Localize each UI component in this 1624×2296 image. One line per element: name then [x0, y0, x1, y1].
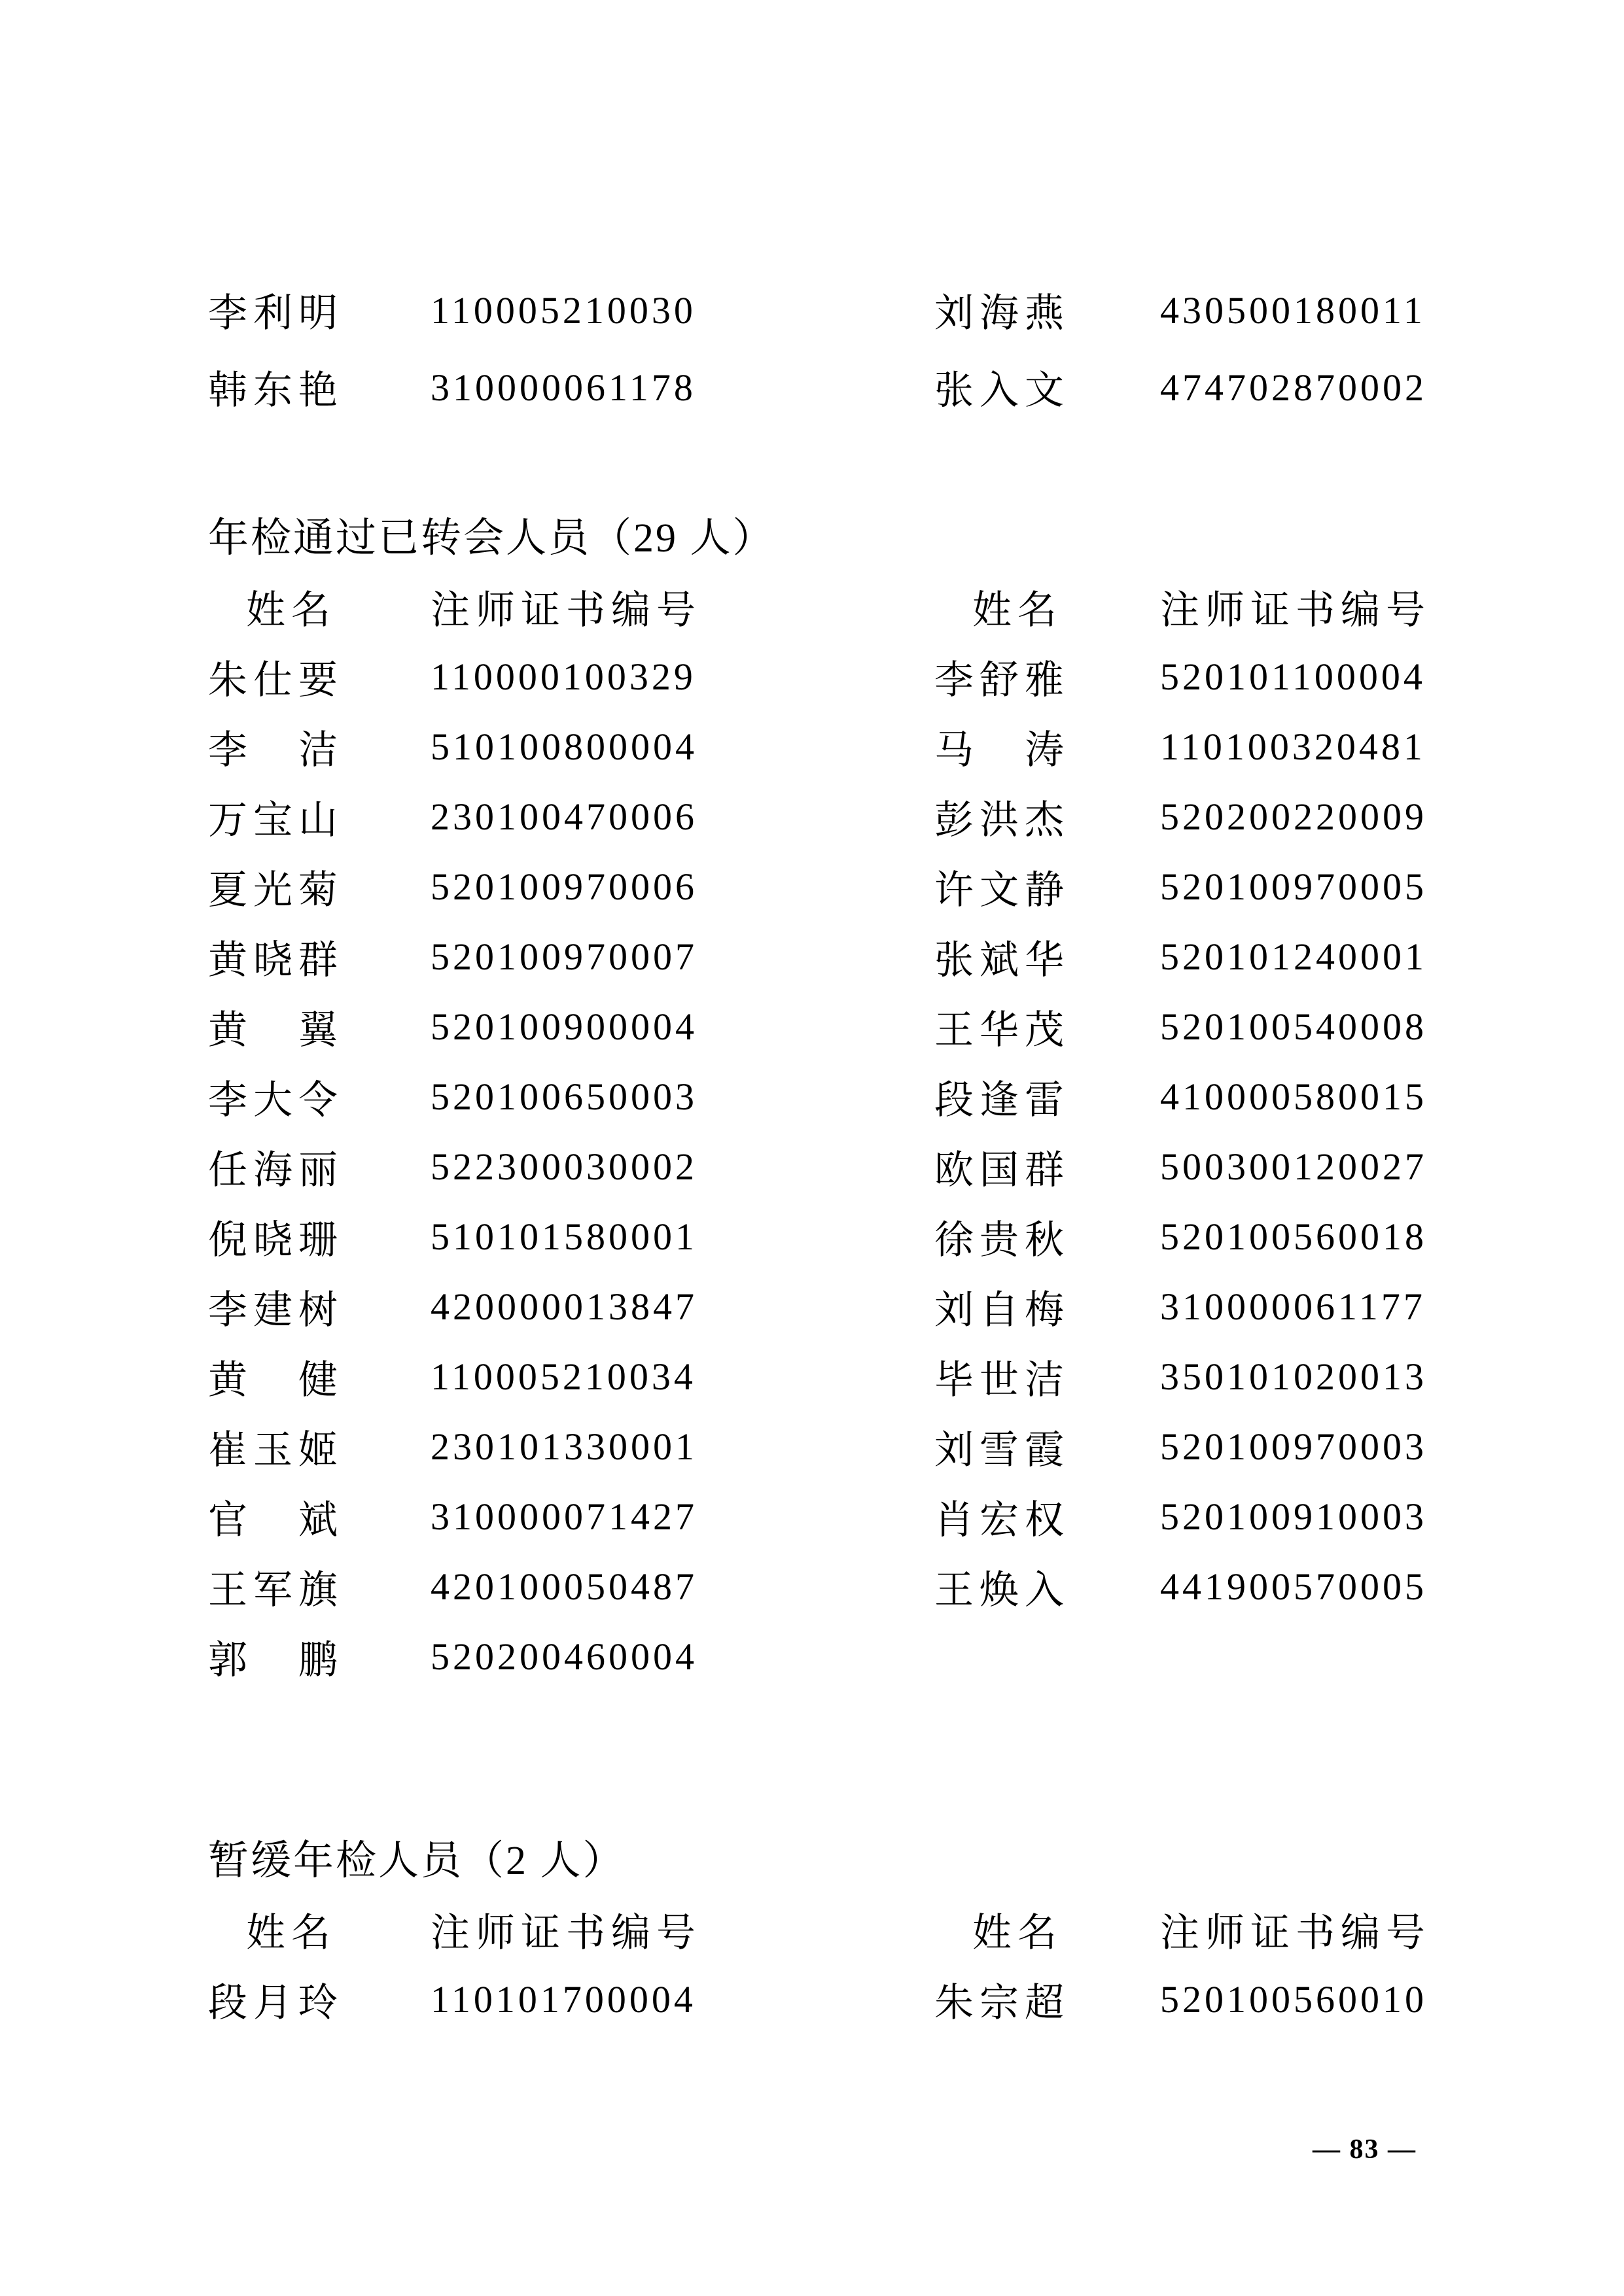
- person-name: 毕世洁: [934, 1358, 1070, 1402]
- person-name: 韩东艳: [208, 369, 344, 412]
- cert-number-cell: 522300030002: [431, 1145, 697, 1188]
- cert-number-cell: 430500180011: [1160, 288, 1426, 332]
- name-cell: [934, 1279, 1160, 1335]
- column-header: 注师证书编号: [1160, 1911, 1431, 1955]
- table-row: [208, 1272, 1472, 1342]
- sections-container: [208, 515, 1472, 2034]
- name-cell: [208, 719, 431, 775]
- person-name: 王华茂: [934, 1008, 1070, 1052]
- person-name: 段月玲: [208, 1981, 344, 2025]
- name-cell: [208, 1972, 431, 2028]
- cert-number-cell: 110005210034: [431, 1355, 696, 1398]
- table-row: [208, 712, 1472, 782]
- cert-number-cell: 230100470006: [431, 795, 697, 838]
- table-row: [208, 1622, 1472, 1692]
- cert-number-cell: 500300120027: [1160, 1145, 1427, 1188]
- person-name: 刘海燕: [934, 292, 1070, 335]
- name-cell: [208, 282, 431, 338]
- column-header: 注师证书编号: [1160, 588, 1431, 632]
- name-cell: [934, 1559, 1160, 1615]
- cert-number-cell: 520100650003: [431, 1075, 697, 1118]
- name-cell: [934, 359, 1160, 415]
- person-name: 万宝山: [208, 798, 344, 842]
- person-name: 李舒雅: [934, 658, 1070, 702]
- cert-number-cell: 520100970006: [431, 865, 697, 908]
- table-row: [208, 642, 1472, 712]
- column-header-label: 姓名: [246, 1911, 336, 1955]
- name-cell: [934, 282, 1160, 338]
- person-name: 张斌华: [934, 938, 1070, 982]
- column-header-label: 姓名: [972, 588, 1063, 632]
- name-cell: [208, 1069, 431, 1125]
- section: [208, 1838, 1472, 2034]
- person-name: 王焕入: [934, 1568, 1070, 1612]
- cert-number-cell: 110005210030: [431, 288, 696, 332]
- name-cell: [934, 1419, 1160, 1475]
- cert-number-cell: 520101100004: [1160, 655, 1426, 698]
- table-row: [208, 349, 1472, 426]
- table-row: [208, 1552, 1472, 1622]
- cert-number-cell: 520200460004: [431, 1635, 697, 1678]
- table-row: [208, 1964, 1472, 2034]
- table-row: [208, 271, 1472, 349]
- person-name: 倪晓珊: [208, 1218, 344, 1262]
- table-row: [208, 1062, 1472, 1132]
- page-number: — 83 —: [1313, 2134, 1417, 2165]
- name-cell: [934, 859, 1160, 915]
- continued-table: [208, 271, 1472, 426]
- name-cell: [208, 359, 431, 415]
- table-header-row: [208, 572, 1472, 642]
- name-cell: [934, 999, 1160, 1055]
- table-row: [208, 1412, 1472, 1482]
- name-cell: [208, 1559, 431, 1615]
- name-cell: [934, 1972, 1160, 2028]
- name-cell: [934, 719, 1160, 775]
- name-cell: [208, 929, 431, 985]
- name-cell: [934, 649, 1160, 705]
- person-name: 徐贵秋: [934, 1218, 1070, 1262]
- name-cell: [208, 1629, 431, 1685]
- table-row: [208, 1202, 1472, 1272]
- column-header: 注师证书编号: [431, 588, 701, 632]
- person-name: 黄 健: [208, 1358, 344, 1402]
- person-name: 任海丽: [208, 1148, 344, 1192]
- cert-number-cell: 350101020013: [1160, 1355, 1427, 1398]
- name-cell: [208, 789, 431, 845]
- person-name: 马 涛: [934, 728, 1070, 772]
- cert-number-cell: 520100970007: [431, 935, 697, 978]
- table-row: [208, 922, 1472, 992]
- name-cell: [208, 859, 431, 915]
- name-cell: [208, 649, 431, 705]
- section-title: 年检通过已转会人员（29 人）: [208, 516, 775, 561]
- cert-number-cell: 420000013847: [431, 1285, 697, 1328]
- cert-number-cell: 520100560018: [1160, 1215, 1427, 1258]
- cert-number-cell: 410000580015: [1160, 1075, 1427, 1118]
- table-row: [208, 1132, 1472, 1202]
- name-cell: [934, 1489, 1160, 1545]
- name-cell: [934, 1209, 1160, 1265]
- name-cell: [934, 1069, 1160, 1125]
- person-name: 王军旗: [208, 1568, 344, 1612]
- person-name: 欧国群: [934, 1148, 1070, 1192]
- name-cell: [208, 1349, 431, 1405]
- column-header: [208, 1902, 431, 1958]
- page-content: [208, 271, 1472, 2034]
- cert-number-cell: 520100900004: [431, 1005, 697, 1048]
- section-title: 暂缓年检人员（2 人）: [208, 1839, 626, 1883]
- name-cell: [934, 1139, 1160, 1195]
- column-header: [208, 579, 431, 635]
- table-row: [208, 1482, 1472, 1552]
- name-cell: [208, 1279, 431, 1335]
- person-name: 许文静: [934, 868, 1070, 912]
- cert-number-cell: 474702870002: [1160, 366, 1427, 409]
- person-name: 李 洁: [208, 728, 344, 772]
- person-name: 郭 鹏: [208, 1638, 344, 1682]
- cert-number-cell: 310000071427: [431, 1495, 697, 1538]
- cert-number-cell: 510101580001: [431, 1215, 697, 1258]
- cert-number-cell: 520100910003: [1160, 1495, 1427, 1538]
- person-name: 崔玉姬: [208, 1428, 344, 1472]
- column-header-label: 姓名: [246, 588, 336, 632]
- person-name: 张入文: [934, 369, 1070, 412]
- person-name: 段逢雷: [934, 1078, 1070, 1122]
- person-name: 黄 翼: [208, 1008, 344, 1052]
- name-cell: [934, 1349, 1160, 1405]
- section: [208, 515, 1472, 1692]
- column-header-label: 姓名: [972, 1911, 1063, 1955]
- person-name: 官 斌: [208, 1498, 344, 1542]
- name-cell: [208, 1209, 431, 1265]
- cert-number-cell: 310000061177: [1160, 1285, 1426, 1328]
- name-cell: [208, 1419, 431, 1475]
- column-header: 注师证书编号: [431, 1911, 701, 1955]
- person-name: 肖宏权: [934, 1498, 1070, 1542]
- name-cell: [934, 789, 1160, 845]
- person-name: 朱仕要: [208, 658, 344, 702]
- cert-number-cell: 441900570005: [1160, 1565, 1427, 1608]
- person-name: 李大令: [208, 1078, 344, 1122]
- person-name: 李建树: [208, 1288, 344, 1332]
- person-name: 刘自梅: [934, 1288, 1070, 1332]
- person-name: 朱宗超: [934, 1981, 1070, 2025]
- cert-number-cell: 520100970005: [1160, 865, 1427, 908]
- cert-number-cell: 420100050487: [431, 1565, 697, 1608]
- name-cell: [208, 999, 431, 1055]
- cert-number-cell: 110000100329: [431, 655, 696, 698]
- cert-number-cell: 520100970003: [1160, 1425, 1427, 1468]
- person-name: 夏光菊: [208, 868, 344, 912]
- table-header-row: [208, 1894, 1472, 1964]
- table-row: [208, 992, 1472, 1062]
- cert-number-cell: 520100560010: [1160, 1978, 1427, 2021]
- cert-number-cell: 310000061178: [431, 366, 696, 409]
- cert-number-cell: 110100320481: [1160, 725, 1426, 768]
- table-row: [208, 1342, 1472, 1412]
- column-header: [934, 1902, 1160, 1958]
- name-cell: [934, 929, 1160, 985]
- table-row: [208, 852, 1472, 922]
- cert-number-cell: 520200220009: [1160, 795, 1427, 838]
- person-name: 黄晓群: [208, 938, 344, 982]
- name-cell: [208, 1139, 431, 1195]
- name-cell: [208, 1489, 431, 1545]
- person-name: 彭洪杰: [934, 798, 1070, 842]
- column-header: [934, 579, 1160, 635]
- person-name: 李利明: [208, 292, 344, 335]
- person-name: 刘雪霞: [934, 1428, 1070, 1472]
- cert-number-cell: 230101330001: [431, 1425, 697, 1468]
- cert-number-cell: 520101240001: [1160, 935, 1427, 978]
- table-row: [208, 782, 1472, 852]
- cert-number-cell: 520100540008: [1160, 1005, 1427, 1048]
- cert-number-cell: 510100800004: [431, 725, 697, 768]
- cert-number-cell: 110101700004: [431, 1978, 696, 2021]
